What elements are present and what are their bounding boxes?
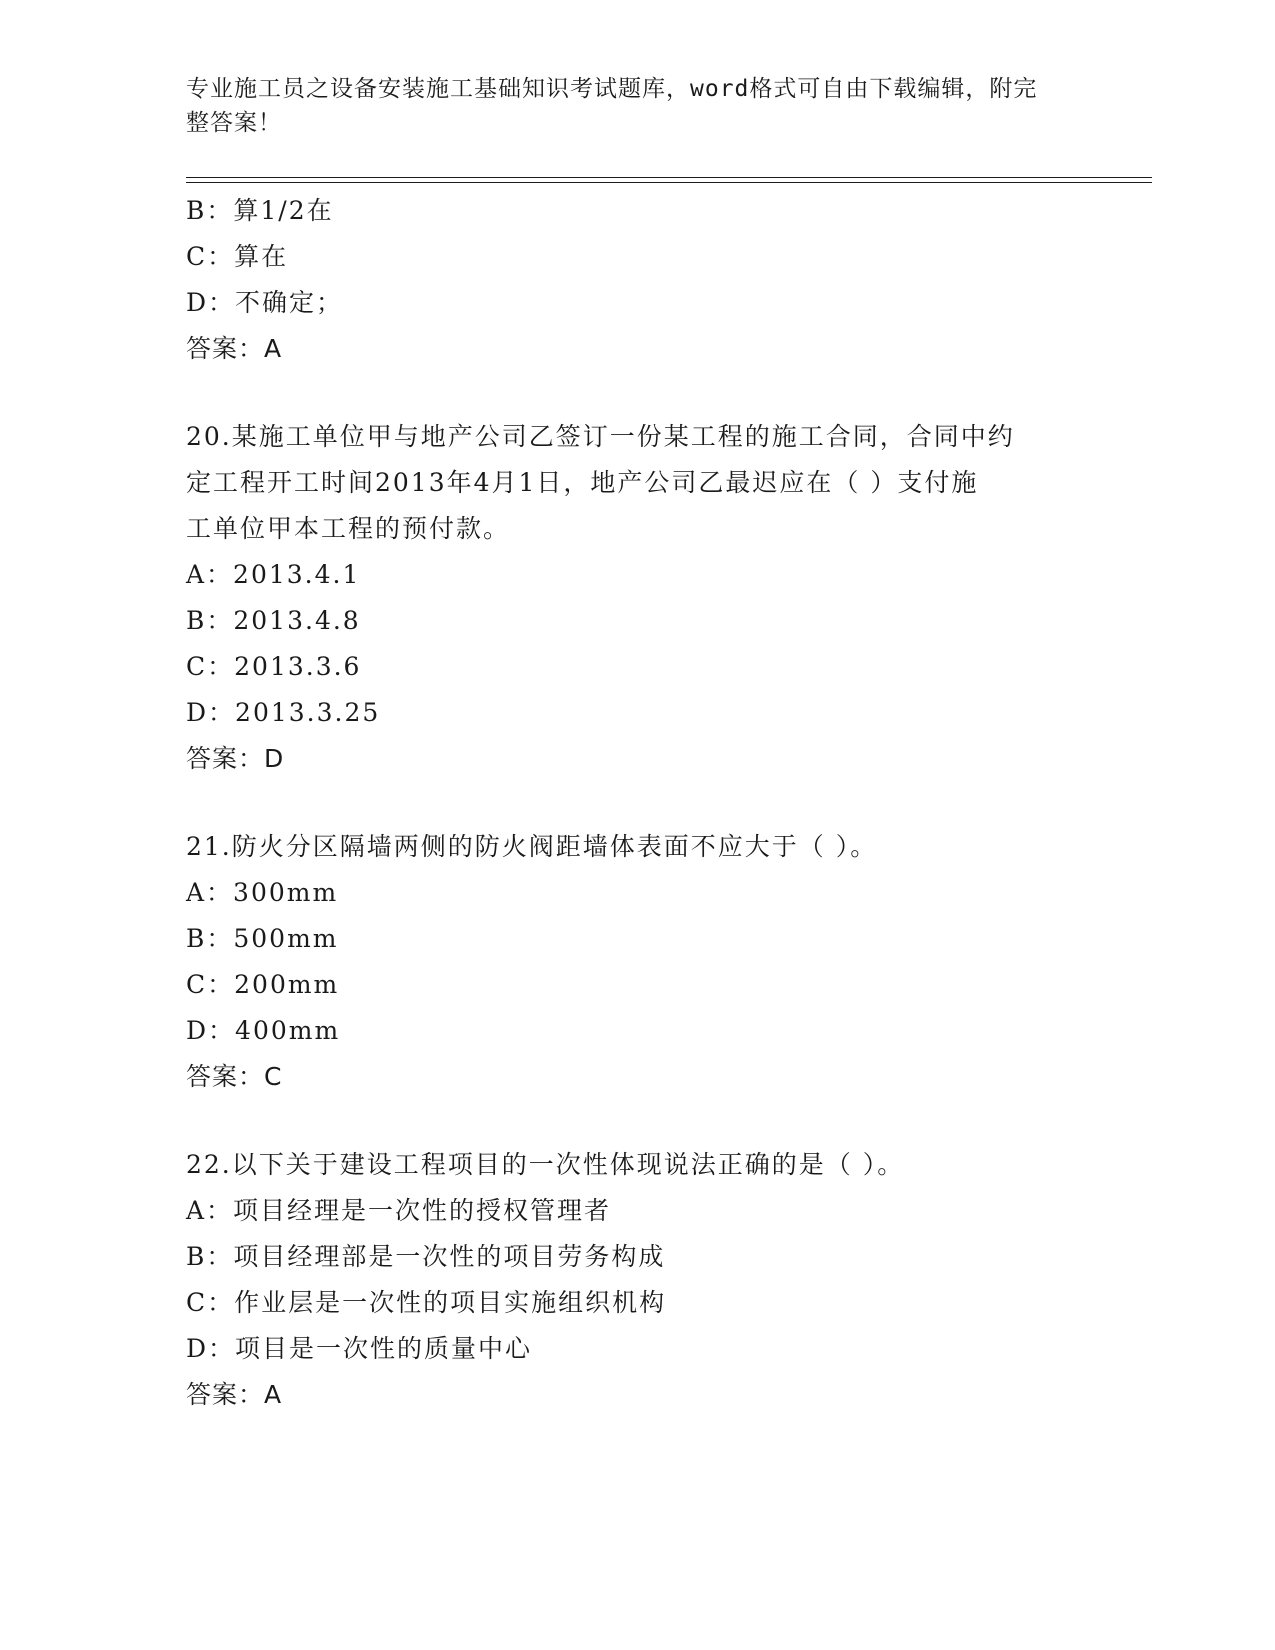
answer: 答案：C (186, 1062, 283, 1091)
option-d: D：400mm (186, 1016, 341, 1045)
option-b: B：算1/2在 (186, 196, 334, 225)
question-stem: 工单位甲本工程的预付款。 (186, 514, 511, 543)
option-d: D：不确定； (186, 288, 344, 317)
option-c: C：作业层是一次性的项目实施组织机构 (186, 1288, 667, 1317)
option-d: D：2013.3.25 (186, 698, 381, 727)
answer: 答案：A (186, 334, 283, 363)
option-b: B：项目经理部是一次性的项目劳务构成 (186, 1242, 666, 1271)
question-21 (186, 824, 1086, 1100)
option-b: B：500mm (186, 924, 339, 953)
option-c: C：200mm (186, 970, 340, 999)
question-22 (186, 1142, 1086, 1418)
option-c: C：算在 (186, 242, 289, 271)
option-d: D：项目是一次性的质量中心 (186, 1334, 533, 1363)
header-line-2: 整答案！ (186, 110, 282, 136)
option-a: A：300mm (186, 878, 339, 907)
header-line-1: 专业施工员之设备安装施工基础知识考试题库，word格式可自由下载编辑，附完 (186, 76, 1038, 102)
question-stem: 22.以下关于建设工程项目的一次性体现说法正确的是（ ）。 (186, 1150, 905, 1179)
prev-question-block (186, 188, 1086, 372)
question-stem: 定工程开工时间2013年4月1日，地产公司乙最迟应在（ ）支付施 (186, 468, 979, 497)
question-list (186, 188, 1086, 1418)
option-b: B：2013.4.8 (186, 606, 361, 635)
question-20 (186, 414, 1086, 782)
question-stem: 20.某施工单位甲与地产公司乙签订一份某工程的施工合同，合同中约 (186, 422, 1015, 451)
option-a: A：项目经理是一次性的授权管理者 (186, 1196, 612, 1225)
question-stem: 21.防火分区隔墙两侧的防火阀距墙体表面不应大于（ ）。 (186, 832, 878, 861)
option-c: C：2013.3.6 (186, 652, 362, 681)
document-header (186, 72, 1066, 140)
answer: 答案：A (186, 1380, 283, 1409)
header-divider (186, 177, 1152, 183)
answer: 答案：D (186, 744, 285, 773)
option-a: A：2013.4.1 (186, 560, 361, 589)
